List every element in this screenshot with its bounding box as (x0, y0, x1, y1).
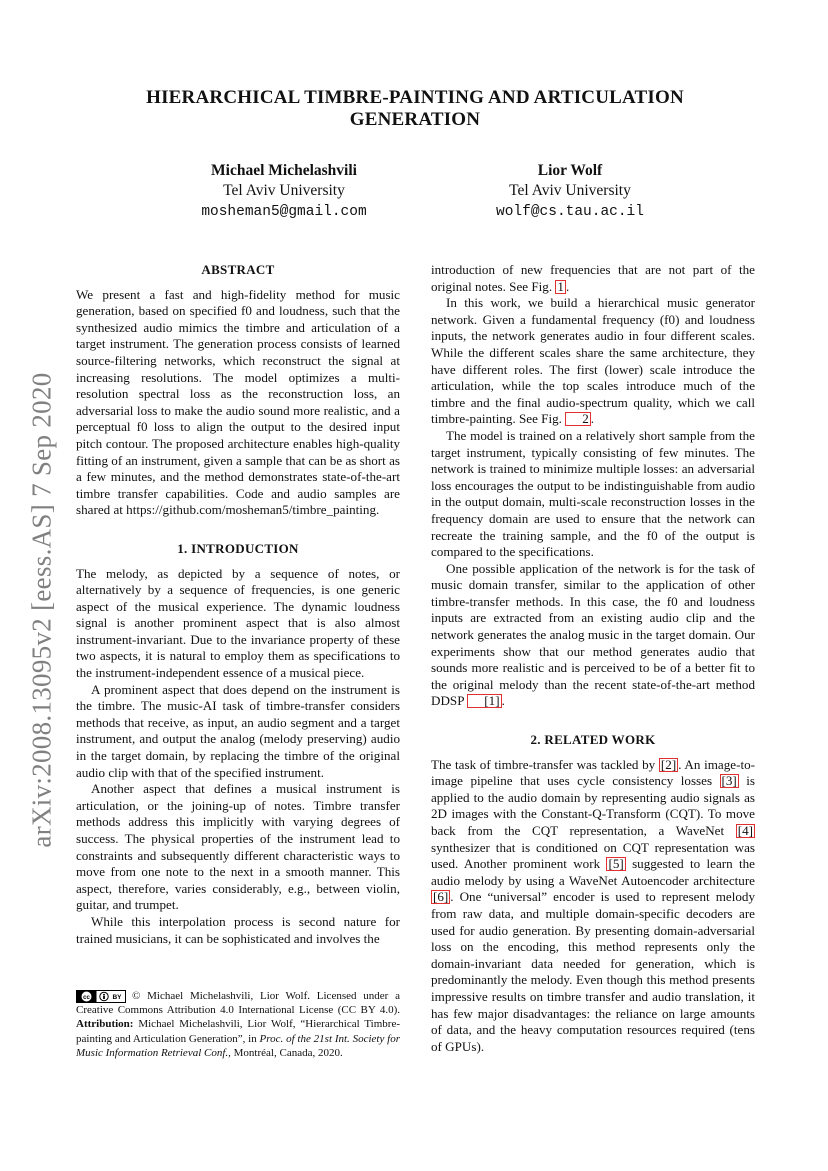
license-footnote (76, 989, 400, 1060)
citation-5[interactable]: [5] (608, 856, 624, 872)
citation-1[interactable]: [1] (467, 694, 501, 708)
intro-paragraph-3: Another aspect that defines a musical instrument is articulation, or the joining-up of notes. Timbre transfer methods address this implicitly with varying degrees of success. The physical properties of the instrument lead to constraints and subsequently different characteristic ways to move from one note to the next in a smooth manner. This aspect, therefore, varies considerably, e.g., between violin, guitar, and trumpet. (76, 781, 400, 913)
intro-paragraph-2: A prominent aspect that does depend on the instrument is the timbre. The music-AI task of timbre-transfer considers methods that receive, as input, an audio segment and a target instrument, and output the analog (melody preserving) audio in the target domain, by replacing the timbre of the original audio clip with that of the specified instrument. (76, 681, 400, 780)
author-affiliation: Tel Aviv University (223, 182, 345, 199)
attribution-text: Michael Michelashvili, Lior Wolf, “Hierarchical Timbre-painting and Articulation Generation”, in (76, 1018, 400, 1045)
intro-heading: 1. INTRODUCTION (177, 540, 299, 556)
abstract-text: We present a fast and high-fidelity method for music generation, based on specified f0 and loudness, such that the synthesized audio mimics the timbre and articulation of a target instrument. The generation process consists of learned source-filtering networks, which reconstruct the signal at increasing resolutions. The model optimizes a multi-resolution spectral loss as the reconstruction loss, an adversarial loss to make the audio sound more realistic, and a perceptual f0 loss to align the output to the desired input pitch contour. The proposed architecture enables high-quality fitting of an instrument, given a sample that can be as short as a few minutes, and the method demonstrates state-of-the-art timbre transfer capabilities. Code and audio samples are shared at https://github.com/mosheman5/timbre_painting. (76, 286, 400, 518)
svg-text:BY: BY (112, 993, 122, 1001)
arxiv-sidebar-stamp (22, 360, 62, 860)
citation-4[interactable]: [4] (737, 823, 754, 838)
intro-paragraph-7: One possible application of the network is for the task of music domain transfer, similar to the application of other timbre-transfer methods. In this case, the f0 and loudness inputs are extracted from an existing audio clip and the network generates the analog music in the target domain. Our experiments show that our method generates audio that sounds more realistic and is perceived to be of a better fit to the original melody than the recent state-of-the-art method DDSP [1] . (431, 560, 755, 709)
figure-ref-1[interactable]: 1 (557, 278, 564, 294)
venue-text: Proc. of the 21st Int. Society for Music Information Retrieval Conf., (76, 1032, 400, 1059)
citation-2[interactable]: [2] (660, 756, 677, 772)
author-1 (154, 161, 414, 222)
copyright-text: © Michael Michelashvili, Lior Wolf. Licensed under a Creative Commons Attribution 4.0 International License (CC BY 4.0). (76, 990, 400, 1017)
author-name: Michael Michelashvili (211, 162, 357, 179)
paper-title: HIERARCHICAL TIMBRE-PAINTING AND ARTICULATION GENERATION (146, 87, 684, 130)
cc-by-license-icon[interactable] (76, 990, 126, 1003)
citation-3[interactable]: [3] (721, 773, 737, 789)
author-email[interactable]: wolf@cs.tau.ac.il (496, 204, 644, 220)
citation-6[interactable]: [6] (433, 889, 449, 905)
left-column (76, 262, 400, 947)
author-2 (440, 161, 700, 222)
intro-paragraph-1: The melody, as depicted by a sequence of notes, or alternatively by a sequence of frequencies, is one generic aspect of the musical experience. The dynamic loudness signal is another prominent aspect that is also almost instrument-invariant. Due to the invariance property of these two aspects, it is natural to employ them as specifications to the instrument-independent essence of a musical piece. (76, 565, 400, 681)
location-text: Montréal, Canada, 2020. (230, 1046, 343, 1059)
author-email[interactable]: mosheman5@gmail.com (201, 204, 367, 220)
abstract-heading: ABSTRACT (201, 262, 275, 277)
intro-paragraph-5: In this work, we build a hierarchical music generator network. Given a fundamental frequency (f0) and loudness inputs, the network generates audio in four different scales. While the different scales share the same architecture, they have different roles. The first (lower) scale introduce the articulation, while the top scales introduce much of the timbre and the final audio-spectrum quality, which we call timbre-painting. See Fig. 2 . (431, 295, 755, 427)
svg-text:cc: cc (83, 994, 90, 1001)
attribution-label: Attribution: (76, 1018, 134, 1031)
arxiv-id: arXiv:2008.13095v2 [eess.AS] 7 Sep 2020 (26, 372, 57, 848)
related-work-heading: 2. RELATED WORK (530, 732, 656, 748)
right-column (431, 262, 755, 1055)
intro-paragraph-6: The model is trained on a relatively short sample from the target instrument, typically consisting of few minutes. The network is trained to minimize multiple losses: an adversarial loss encourages the output to be indistinguishable from audio in the output domain, multi-scale reconstruction losses in the frequency domain are used to ensure that the network can recreate the training sample, and the f0 of the output is compared to the specifications. (431, 427, 755, 560)
related-work-paragraph: The task of timbre-transfer was tackled by [2] . An image-to-image pipeline that uses cycle consistency losses [3] is applied to the audio domain by representing audio signals as 2D images with the Constant-Q-Transform (CQT). To move back from the CQT representation, a WaveNet [4] synthesizer that is conditioned on CQT representation was used. Another prominent work [5] suggested to learn the audio melody by using a WaveNet Autoencoder architecture [6] . One “universal” encoder is used to represent melody from raw data, and multiple domain-specific decoders are used for audio generation. By presenting domain-adversarial loss on the encoding, this method represents only the domain-invariant data needed for generation, which is predominantly the melody. Even though this method presents impressive results on timbre transfer and audio translation, it has few major disadvantages: the reliance on large amounts of data, and the heavy computation resources required (tens of GPUs). (431, 756, 755, 1054)
intro-paragraph-4: While this interpolation process is second nature for trained musicians, it can be sophisticated and involves the (76, 913, 400, 946)
intro-paragraph-4-cont: introduction of new frequencies that are not part of the original notes. See Fig. 1 . (431, 262, 755, 294)
figure-ref-2[interactable]: 2 (565, 412, 591, 426)
author-affiliation: Tel Aviv University (509, 182, 631, 199)
author-name: Lior Wolf (537, 162, 603, 179)
